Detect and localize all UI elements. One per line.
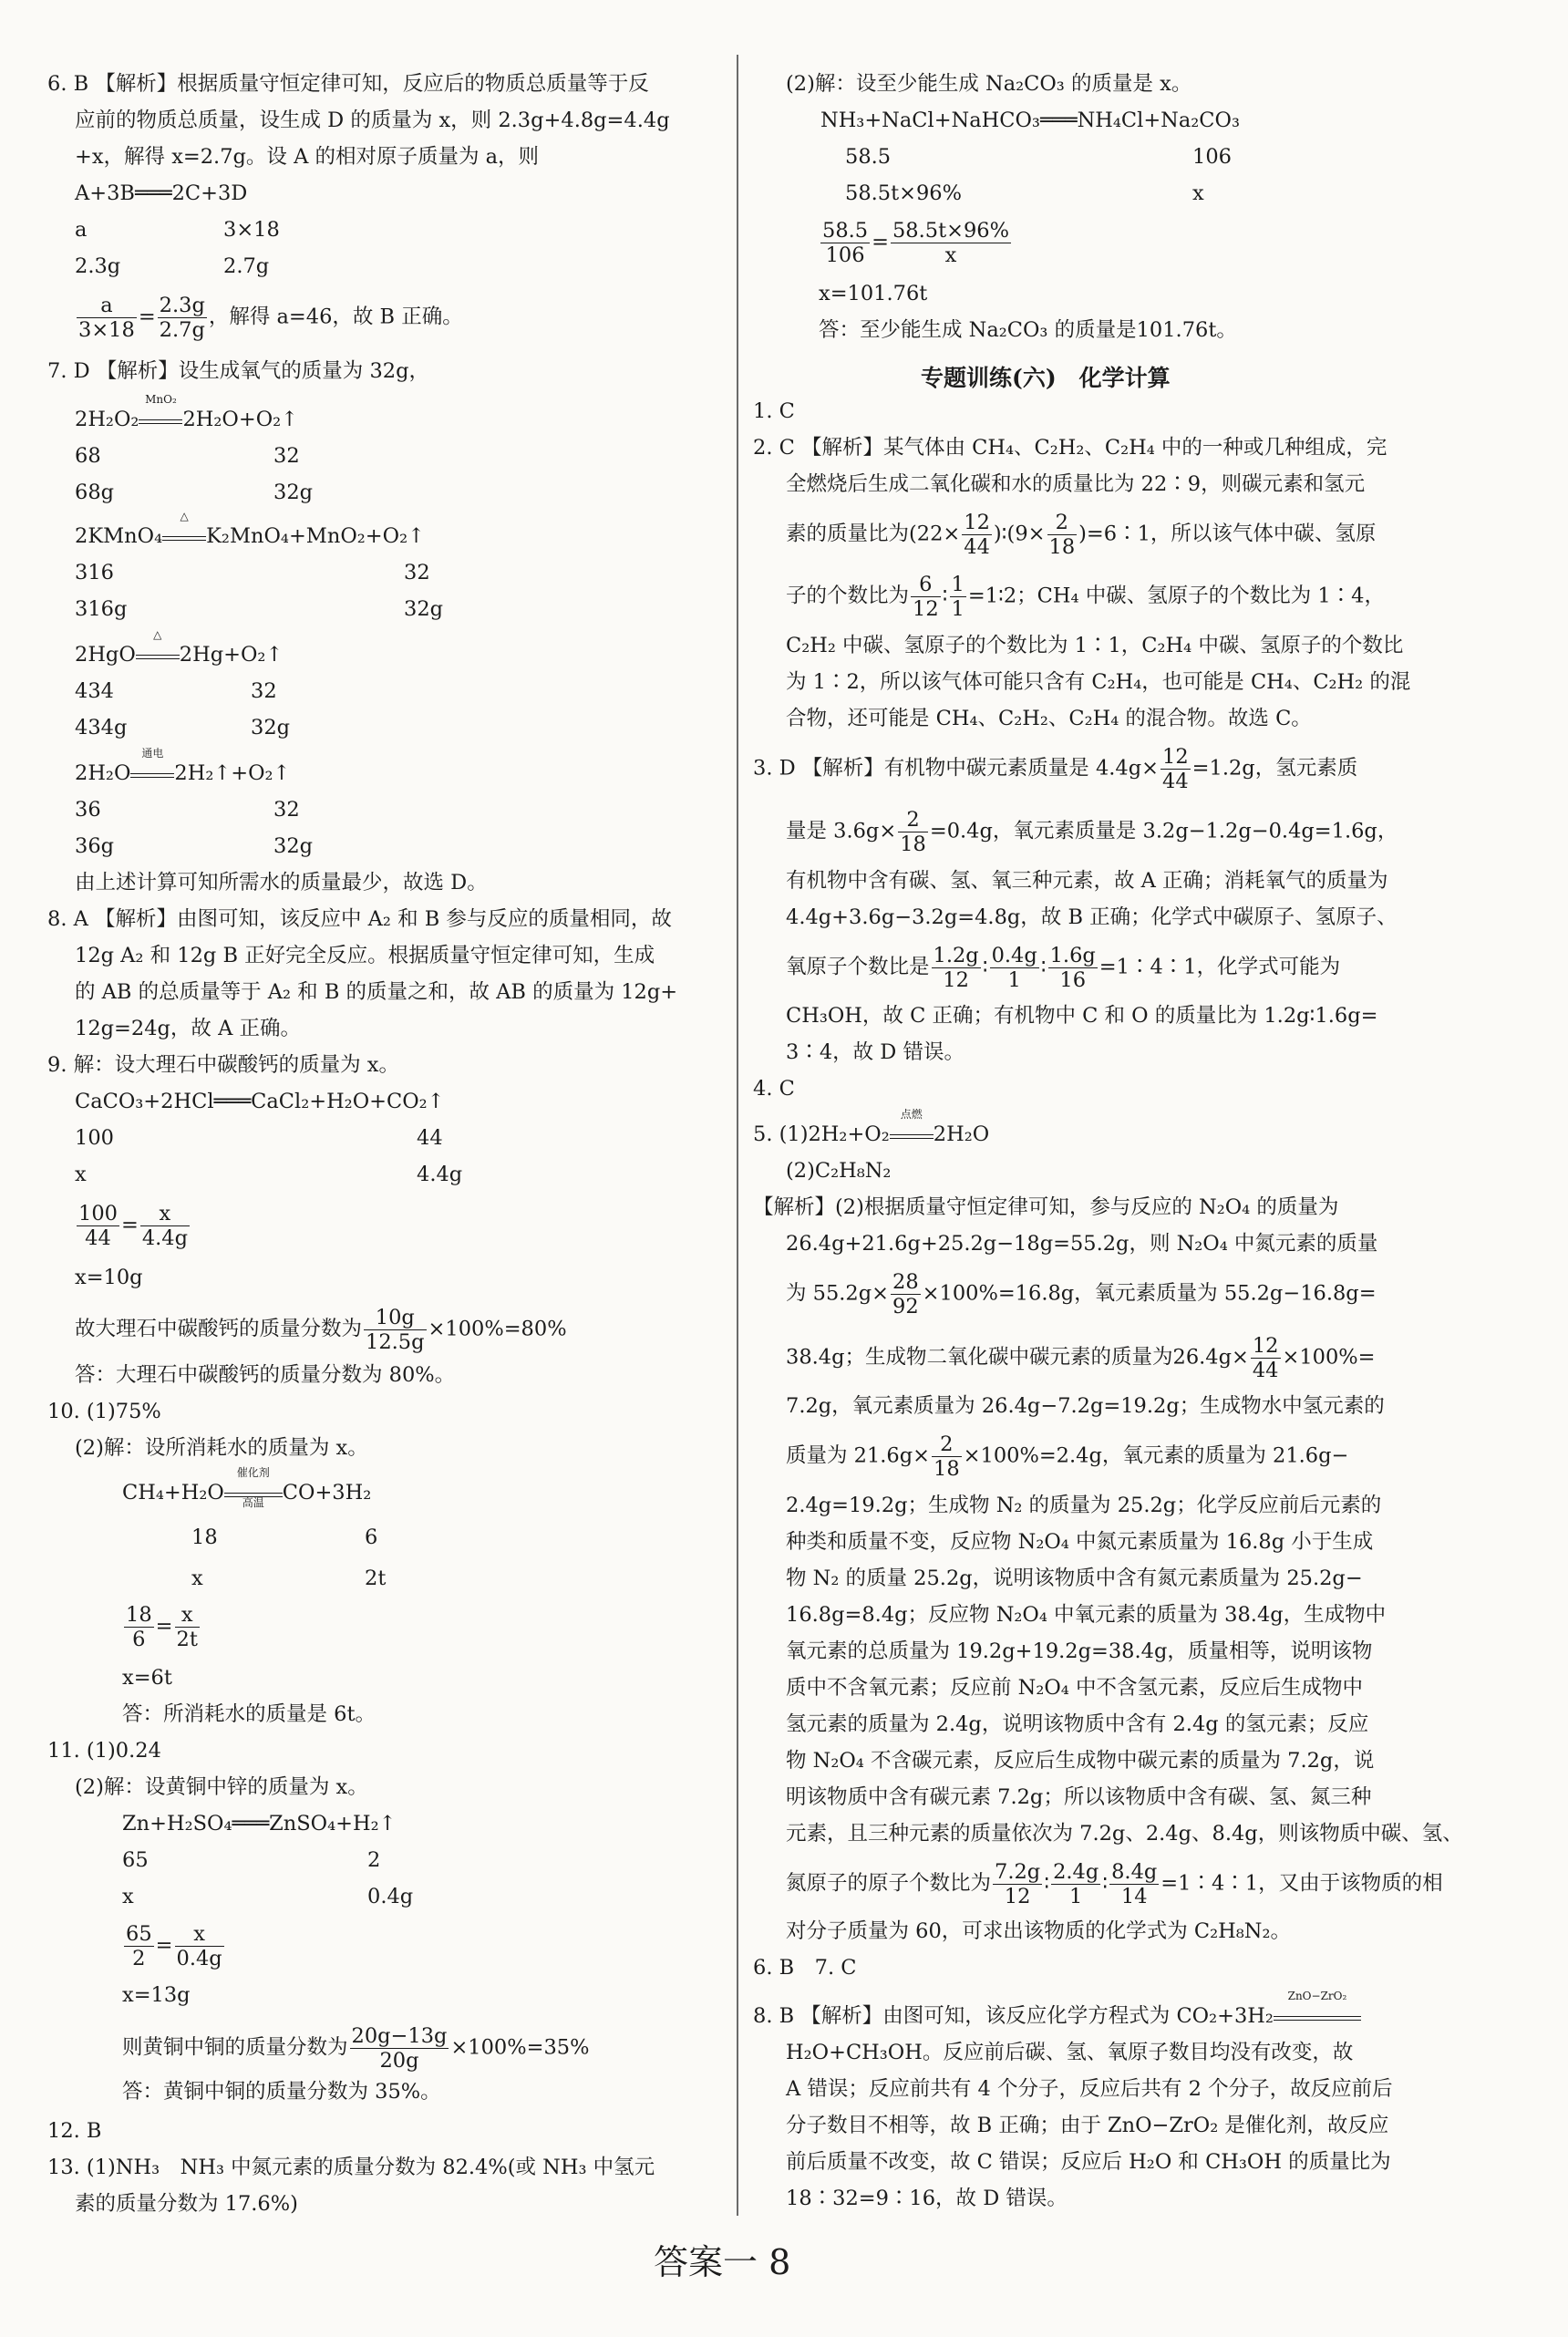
text: 氮原子的原子个数比为 (786, 1871, 992, 1896)
frac-den: 12 (943, 968, 969, 992)
q10-r2a: x (191, 1567, 203, 1590)
frac-num: x (175, 1922, 224, 1947)
q7-eq2 (75, 510, 425, 551)
q8-line1: 8. A 【解析】由图可知，该反应中 A₂ 和 B 参与反应的质量相同，故 (47, 907, 672, 931)
q9-pre: 故大理石中碳酸钙的质量分数为 (75, 1317, 363, 1341)
q13-line2: 素的质量分数为 17.6%) (75, 2192, 298, 2216)
r-answer: 答：至少能生成 Na₂CO₃ 的质量是101.76t。 (819, 318, 1237, 342)
frac-den: 14 (1120, 1885, 1148, 1908)
q11-line2: (2)解：设黄铜中锌的质量为 x。 (75, 1775, 368, 1799)
s3-line3: 有机物中含有碳、氢、氧三种元素，故 A 正确；消耗氧气的质量为 (786, 869, 1388, 893)
s2-line1: 2. C 【解析】某气体由 CH₄、C₂H₂、C₂H₄ 中的一种或几种组成，完 (753, 436, 1387, 460)
q7-eq2-left: 2KMnO₄ (75, 524, 163, 548)
text: ∶ (1040, 955, 1047, 979)
frac-den: 92 (892, 1295, 919, 1318)
frac-num: a (77, 294, 137, 318)
q7-eq1-left: 2H₂O₂ (75, 408, 139, 431)
s5-line4: 26.4g+21.6g+25.2g−18g=55.2g，则 N₂O₄ 中氮元素的质量 (786, 1232, 1378, 1256)
frac-den: 44 (1162, 770, 1189, 793)
frac-num: 8.4g (1111, 1860, 1158, 1884)
s5-line15: 氢元素的质量为 2.4g，说明该物质中含有 2.4g 的氢元素；反应 (786, 1712, 1369, 1736)
s5-line20: 对分子质量为 60，可求出该物质的化学式为 C₂H₈N₂。 (786, 1919, 1292, 1943)
r-line1: (2)解：设至少能生成 Na₂CO₃ 的质量是 x。 (786, 72, 1192, 96)
q7-eq4-right: 2H₂↑+O₂↑ (174, 761, 291, 785)
frac-den: 44 (1252, 1359, 1279, 1382)
q6-line1: 6. B 【解析】根据质量守恒定律可知，反应后的物质总质量等于反 (47, 72, 649, 96)
s2-line3 (786, 511, 1376, 559)
frac-num: 18 (126, 1603, 152, 1627)
condition: 高温 (242, 1496, 264, 1509)
q9-fraction-line (75, 1306, 567, 1354)
q6-conclusion: ，解得 a=46，故 B 正确。 (208, 305, 463, 329)
q6-line3: +x，解得 x=2.7g。设 A 的相对原子质量为 a，则 (75, 145, 540, 169)
s3-line4: 4.4g+3.6g−3.2g=4.8g，故 B 正确；化学式中碳原子、氢原子、 (786, 905, 1398, 929)
q9-r1a: 100 (75, 1126, 114, 1150)
frac-num: 58.5 (822, 219, 869, 243)
condition: ZnO−ZrO₂ (1287, 1990, 1347, 2002)
text: ∶ (1102, 1871, 1109, 1896)
q10-eq-right: CO+3H₂ (282, 1481, 372, 1505)
text: ×100%= (1282, 1345, 1376, 1370)
text: 3. D 【解析】有机物中碳元素质量是 4.4g× (753, 756, 1160, 781)
s5-line17: 明该物质中含有碳元素 7.2g；所以该物质中含有碳、氢、氮三种 (786, 1785, 1372, 1809)
q7-eq3-r1a: 434 (75, 679, 114, 703)
frac-den: 1 (951, 597, 965, 621)
q7-eq3-right: 2Hg+O₂↑ (179, 643, 284, 667)
q10-r1a: 18 (191, 1525, 218, 1549)
text: 为 55.2g× (786, 1281, 890, 1306)
frac-den: 12 (913, 597, 939, 621)
s2-line2: 全燃烧后生成二氧化碳和水的质量比为 22∶9，则碳元素和氢元 (786, 472, 1366, 496)
s2-line4 (786, 573, 1385, 621)
q10-answer: 答：所消耗水的质量是 6t。 (122, 1702, 377, 1726)
frac-den: 12.5g (366, 1330, 425, 1354)
s5-line13: 氧元素的总质量为 19.2g+19.2g=38.4g，质量相等，说明该物 (786, 1639, 1373, 1663)
text: ∶ (982, 955, 988, 979)
frac-den: 12 (1004, 1885, 1031, 1908)
text: ∶ (1044, 1871, 1050, 1896)
condition: △ (180, 510, 189, 522)
q9-r2a: x (75, 1163, 87, 1186)
frac-den: 106 (825, 243, 865, 267)
frac-den: 0.4g (176, 1947, 222, 1970)
frac-den: 18 (1048, 535, 1076, 559)
condition: 催化剂 (236, 1466, 270, 1479)
text: =1.2g，氢元素质 (1191, 756, 1358, 781)
q8-line2: 12g A₂ 和 12g B 正好完全反应。根据质量守恒定律可知，生成 (75, 944, 655, 967)
q7-eq3 (75, 628, 284, 669)
q10-eq-left: CH₄+H₂O (122, 1481, 224, 1505)
q11-pre: 则黄铜中铜的质量分数为 (122, 2035, 348, 2060)
frac-num: 1 (951, 573, 965, 596)
s5-line1 (753, 1108, 990, 1149)
frac-num: 100 (78, 1202, 118, 1225)
s8-line3: A 错误；反应前共有 4 个分子，反应后共有 2 个分子，故反应前后 (786, 2077, 1393, 2101)
r-x: x=101.76t (819, 282, 928, 305)
q7-eq1-r1a: 68 (75, 444, 101, 468)
q6-ratio-b: 3×18 (223, 218, 280, 242)
q10-x: x=6t (122, 1666, 172, 1690)
s5-line8 (786, 1432, 1348, 1481)
q7-eq1-r1b: 32 (273, 444, 300, 468)
s8-line5: 前后质量不改变，故 C 错误；反应后 H₂O 和 CH₃OH 的质量比为 (786, 2150, 1391, 2174)
s8-line6: 18∶32=9∶16，故 D 错误。 (786, 2187, 1068, 2210)
q13-line1: 13. (1)NH₃ NH₃ 中氮元素的质量分数为 82.4%(或 NH₃ 中氢元 (47, 2156, 655, 2179)
q7-eq2-right: K₂MnO₄+MnO₂+O₂↑ (206, 524, 425, 548)
frac-den: 6 (132, 1628, 146, 1651)
q8-line3: 的 AB 的总质量等于 A₂ 和 B 的质量之和，故 AB 的质量为 12g+ (75, 980, 678, 1004)
s5-line6 (786, 1334, 1376, 1382)
section-title: 专题训练(六) 化学计算 (921, 365, 1171, 391)
frac-num: 12 (964, 511, 990, 534)
q7-eq1 (75, 393, 299, 434)
q7-eq2-r1b: 32 (404, 561, 430, 584)
frac-num: 2.3g (159, 294, 205, 317)
text: ×100%=2.4g，氧元素的质量为 21.6g− (963, 1443, 1349, 1468)
q11-r1a: 65 (122, 1848, 149, 1872)
q11-r1b: 2 (367, 1848, 381, 1872)
s2-line5: C₂H₂ 中碳、氢原子的个数比为 1∶1，C₂H₄ 中碳、氢原子的个数比 (786, 634, 1404, 657)
s3-line6: CH₃OH，故 C 正确；有机物中 C 和 O 的质量比为 1.2g∶1.6g= (786, 1004, 1378, 1028)
s3-line5 (786, 944, 1340, 992)
q9-equation: CaCO₃+2HCl═══CaCl₂+H₂O+CO₂↑ (75, 1090, 445, 1113)
q11-answer: 答：黄铜中铜的质量分数为 35%。 (122, 2080, 441, 2104)
s5-line12: 16.8g=8.4g；反应物 N₂O₄ 中氧元素的质量为 38.4g，生成物中 (786, 1603, 1387, 1627)
q7-eq3-r2b: 32g (251, 716, 291, 739)
s5-line7: 7.2g，氧元素质量为 26.4g−7.2g=19.2g；生成物水中氢元素的 (786, 1394, 1385, 1418)
r-r2a: 58.5t×96% (845, 181, 963, 205)
q7-conclusion: 由上述计算可知所需水的质量最少，故选 D。 (75, 871, 488, 894)
s4: 4. C (753, 1077, 795, 1101)
condition: 点燃 (900, 1108, 923, 1121)
q11-r2a: x (122, 1885, 134, 1908)
s5-line2: (2)C₂H₈N₂ (786, 1159, 892, 1183)
frac-num: 7.2g (995, 1860, 1041, 1884)
condition: △ (153, 628, 162, 641)
frac-num: 2.4g (1053, 1860, 1099, 1884)
q9-answer: 答：大理石中碳酸钙的质量分数为 80%。 (75, 1363, 456, 1387)
frac-num: 65 (126, 1922, 152, 1946)
q11-x: x=13g (122, 1983, 191, 2007)
s1: 1. C (753, 399, 795, 423)
text: 量是 3.6g× (786, 819, 897, 843)
frac-den: 44 (964, 535, 990, 559)
q7-eq1-r2a: 68g (75, 481, 115, 504)
q7-eq3-r2a: 434g (75, 716, 128, 739)
q10-line2: (2)解：设所消耗水的质量为 x。 (75, 1436, 368, 1460)
text: 8. B 【解析】由图可知，该反应化学方程式为 CO₂+3H₂ (753, 2004, 1274, 2028)
s8-line4: 分子数目不相等，故 B 正确；由于 ZnO−ZrO₂ 是催化剂，故反应 (786, 2114, 1389, 2137)
s5-line3: 【解析】(2)根据质量守恒定律可知，参与反应的 N₂O₄ 的质量为 (753, 1195, 1339, 1219)
s5-line11: 物 N₂ 的质量 25.2g，说明该物质中含有氮元素质量为 25.2g− (786, 1567, 1363, 1590)
r-proportion: $\frac{58.5}{106}$ = $\frac{58.5t\times 96\%}{x}$ (822, 219, 1009, 267)
q6-mass-b: 2.7g (223, 254, 270, 278)
q10-proportion: $\frac{18}{6}$ = $\frac{x}{2t}$ (126, 1603, 198, 1651)
frac-num: 2 (898, 808, 928, 832)
frac-den: 20g (379, 2049, 419, 2073)
frac-num: 2 (1047, 511, 1078, 535)
text: =1∶2；CH₄ 中碳、氢原子的个数比为 1∶4， (967, 584, 1385, 608)
column-divider (737, 55, 738, 2216)
s2-line6: 为 1∶2，所以该气体可能只含有 C₂H₄，也可能是 CH₄、C₂H₂ 的混 (786, 670, 1411, 694)
s2-line7: 合物，还可能是 CH₄、C₂H₂、C₂H₄ 的混合物。故选 C。 (786, 707, 1312, 730)
q7-eq2-r2b: 32g (404, 597, 444, 621)
s6-s7: 6. B 7. C (753, 1956, 857, 1980)
text: 5. (1)2H₂+O₂ (753, 1122, 890, 1146)
q10-line1: 10. (1)75% (47, 1400, 161, 1423)
s5-line10: 种类和质量不变，反应物 N₂O₄ 中氮元素质量为 16.8g 小于生成 (786, 1530, 1374, 1554)
frac-num: 2 (932, 1432, 962, 1457)
frac-den: 2 (132, 1947, 146, 1970)
q10-equation (122, 1466, 372, 1509)
s5-line18: 元素，且三种元素的质量依次为 7.2g、2.4g、8.4g，则该物质中碳、氢、 (786, 1822, 1463, 1846)
q12: 12. B (47, 2119, 102, 2143)
q7-eq4-r2a: 36g (75, 834, 115, 858)
q6-ratio-a: a (75, 218, 88, 242)
text: =1∶4∶1，又由于该物质的相 (1161, 1871, 1443, 1896)
s5-line19 (786, 1860, 1443, 1908)
text: 2H₂O (933, 1122, 990, 1146)
frac-num: 0.4g (991, 944, 1037, 967)
q7-eq4-left: 2H₂O (75, 761, 131, 785)
frac-den: 2.7g (159, 318, 205, 342)
q6-equation: A+3B═══2C+3D (75, 181, 248, 205)
q7-eq2-r1a: 316 (75, 561, 114, 584)
frac-den: 18 (934, 1457, 960, 1481)
frac-den: x (944, 243, 957, 267)
q9-line1: 9. 解：设大理石中碳酸钙的质量为 x。 (47, 1053, 399, 1077)
r-r1b: 106 (1192, 145, 1232, 169)
q7-eq1-r2b: 32g (273, 481, 314, 504)
s8-line2: H₂O+CH₃OH。反应前后碳、氢、氧原子数目均没有改变，故 (786, 2041, 1354, 2064)
text: =1∶4∶1，化学式可能为 (1099, 955, 1341, 979)
frac-num: x (140, 1202, 190, 1226)
frac-num: 12 (1162, 745, 1189, 769)
q7-line1: 7. D 【解析】设生成氧气的质量为 32g， (47, 359, 429, 383)
q6-mass-a: 2.3g (75, 254, 121, 278)
text: ∶ (942, 584, 948, 608)
q11-proportion: $\frac{65}{2}$ = $\frac{x}{0.4g}$ (126, 1922, 222, 1970)
q11-line1: 11. (1)0.24 (47, 1739, 161, 1763)
frac-den: 16 (1059, 968, 1087, 992)
s3-line2 (786, 808, 1398, 856)
s5-line14: 质中不含氧元素；反应前 N₂O₄ 中不含氢元素，反应后生成物中 (786, 1676, 1363, 1700)
q11-fraction-line (122, 2024, 589, 2073)
frac-den: 2t (176, 1628, 198, 1651)
frac-num: 20g−13g (351, 2024, 448, 2048)
q11-equation: Zn+H₂SO₄═══ZnSO₄+H₂↑ (122, 1812, 397, 1835)
s3-line7: 3∶4，故 D 错误。 (786, 1040, 965, 1064)
frac-num: 1.6g (1049, 944, 1096, 967)
s3-line1 (753, 745, 1357, 793)
frac-den: 18 (900, 832, 926, 856)
frac-num: x (175, 1603, 200, 1628)
q7-eq4-r2b: 32g (273, 834, 314, 858)
q9-r2b: 4.4g (417, 1163, 463, 1186)
frac-num: 1.2g (933, 944, 979, 967)
text: )=6∶1，所以该气体中碳、氢原 (1078, 522, 1377, 546)
r-r1a: 58.5 (845, 145, 892, 169)
q10-r1b: 6 (365, 1525, 378, 1549)
frac-num: 58.5t×96% (892, 219, 1009, 243)
s5-line5 (786, 1270, 1377, 1318)
text: 子的个数比为 (786, 584, 910, 608)
r-equation: NH₃+NaCl+NaHCO₃═══NH₄Cl+Na₂CO₃ (820, 109, 1240, 132)
q7-eq4-r1b: 32 (273, 798, 300, 822)
s8-line1 (753, 1990, 1361, 2031)
text: )∶(9× (993, 522, 1046, 546)
condition: 通电 (141, 747, 164, 760)
frac-den: 1 (1068, 1885, 1083, 1908)
q6-line2: 应前的物质总质量，设生成 D 的质量为 x，则 2.3g+4.8g=4.4g (75, 109, 670, 132)
condition: MnO₂ (145, 393, 177, 406)
text: ×100%=16.8g，氧元素质量为 55.2g−16.8g= (922, 1281, 1377, 1306)
r-r2b: x (1192, 181, 1204, 205)
page-footer: 答案一 8 (654, 2242, 791, 2282)
text: 38.4g；生成物二氧化碳中碳元素的质量为26.4g× (786, 1345, 1249, 1370)
text: =0.4g，氧元素质量是 3.2g−1.2g−0.4g=1.6g， (929, 819, 1398, 843)
q7-eq2-r2a: 316g (75, 597, 128, 621)
q10-r2b: 2t (365, 1567, 387, 1590)
q7-eq4 (75, 747, 291, 788)
q11-post: ×100%=35% (450, 2035, 590, 2060)
frac-num: 6 (911, 573, 941, 597)
text: 素的质量比为(22× (786, 522, 961, 546)
frac-num: 12 (1252, 1334, 1279, 1358)
q9-r1b: 44 (417, 1126, 443, 1150)
q6-proportion: $\frac{a}{3\times 18}$ = $\frac{2.3g}{2.7g}$ ，解得 a=46，故 B 正确。 (78, 294, 463, 342)
s5-line16: 物 N₂O₄ 不含碳元素，反应后生成物中碳元素的质量为 7.2g，说 (786, 1749, 1375, 1773)
frac-den: 4.4g (141, 1226, 188, 1250)
q7-eq1-right: 2H₂O+O₂↑ (182, 408, 299, 431)
q9-proportion: $\frac{100}{44}$ = $\frac{x}{4.4g}$ (78, 1202, 188, 1250)
s5-line9: 2.4g=19.2g；生成物 N₂ 的质量为 25.2g；化学反应前后元素的 (786, 1494, 1382, 1517)
frac-den: 1 (1007, 968, 1021, 992)
text: 氧原子个数比是 (786, 955, 930, 979)
frac-num: 28 (892, 1270, 919, 1294)
q8-line4: 12g=24g，故 A 正确。 (75, 1017, 301, 1040)
text: 质量为 21.6g× (786, 1443, 931, 1468)
q7-eq3-r1b: 32 (251, 679, 277, 703)
frac-den: 3×18 (78, 318, 135, 342)
q11-r2b: 0.4g (367, 1885, 414, 1908)
q7-eq4-r1a: 36 (75, 798, 101, 822)
q7-eq3-left: 2HgO (75, 643, 136, 667)
q9-x: x=10g (75, 1266, 143, 1289)
frac-den: 44 (85, 1226, 111, 1250)
q9-post: ×100%=80% (428, 1317, 567, 1341)
frac-num: 10g (364, 1306, 427, 1330)
